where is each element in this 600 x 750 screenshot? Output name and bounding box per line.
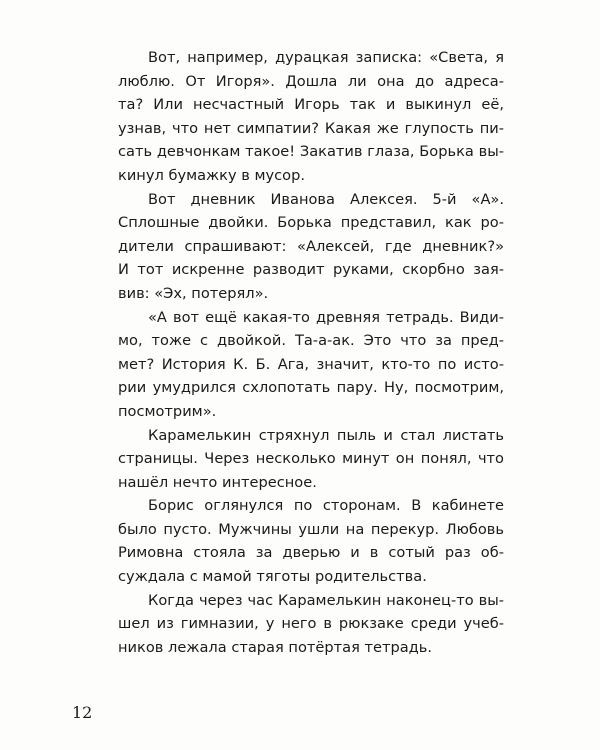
text-line: люблю. От Игоря». Дошла ли она до адреса- — [118, 72, 504, 90]
text-line: было пусто. Мужчины ушли на перекур. Любовь — [118, 520, 504, 538]
text-line: посмотрим». — [118, 402, 217, 420]
text-line: суждала с мамой тяготы родительства. — [118, 568, 427, 586]
text-line: Вот дневник Иванова Алексея. 5-й «А». — [148, 190, 504, 208]
page-number: 12 — [72, 703, 93, 722]
text-line: Карамелькин стряхнул пыль и стал листать — [148, 426, 504, 444]
text-line: сать девчонкам такое! Закатив глаза, Борька вы- — [118, 143, 504, 161]
text-line: Римовна стояла за дверью и в сотый раз об- — [118, 544, 504, 562]
text-line: мо, тоже с двойкой. Та-а-ак. Это что за пред- — [118, 332, 504, 350]
text-line: та? Или несчастный Игорь так и выкинул её, — [118, 96, 504, 114]
text-line: «А вот ещё какая-то древняя тетрадь. Види- — [148, 308, 504, 326]
text-line: мет? История К. Б. Ага, значит, кто-то по исто- — [118, 355, 504, 373]
text-line: Вот, например, дурацкая записка: «Света, я — [148, 49, 504, 66]
text-line: узнав, что нет симпатии? Какая же глупость пи- — [118, 119, 504, 137]
text-line: рии умудрился схлопотать пару. Ну, посмотрим, — [118, 379, 504, 397]
text-line: шел из гимназии, у него в рюкзаке среди учеб- — [118, 615, 504, 633]
text-line: вив: «Эх, потерял». — [118, 284, 269, 302]
text-line: ников лежала старая потёртая тетрадь. — [118, 638, 433, 656]
text-line: нашёл нечто интересное. — [118, 473, 317, 491]
body-text — [118, 46, 504, 659]
text-line: И тот искренне разводит руками, скорбно зая- — [118, 261, 504, 279]
text-line: Борис оглянулся по сторонам. В кабинете — [148, 497, 504, 515]
text-line: страницы. Через несколько минут он понял, что — [118, 450, 504, 468]
text-line: Когда через час Карамелькин наконец-то вы- — [148, 591, 504, 609]
text-line: Сплошные двойки. Борька представил, как ро- — [118, 214, 504, 232]
text-line: кинул бумажку в мусор. — [118, 166, 306, 184]
text-line: дители спрашивают: «Алексей, где дневник?» — [118, 237, 504, 255]
